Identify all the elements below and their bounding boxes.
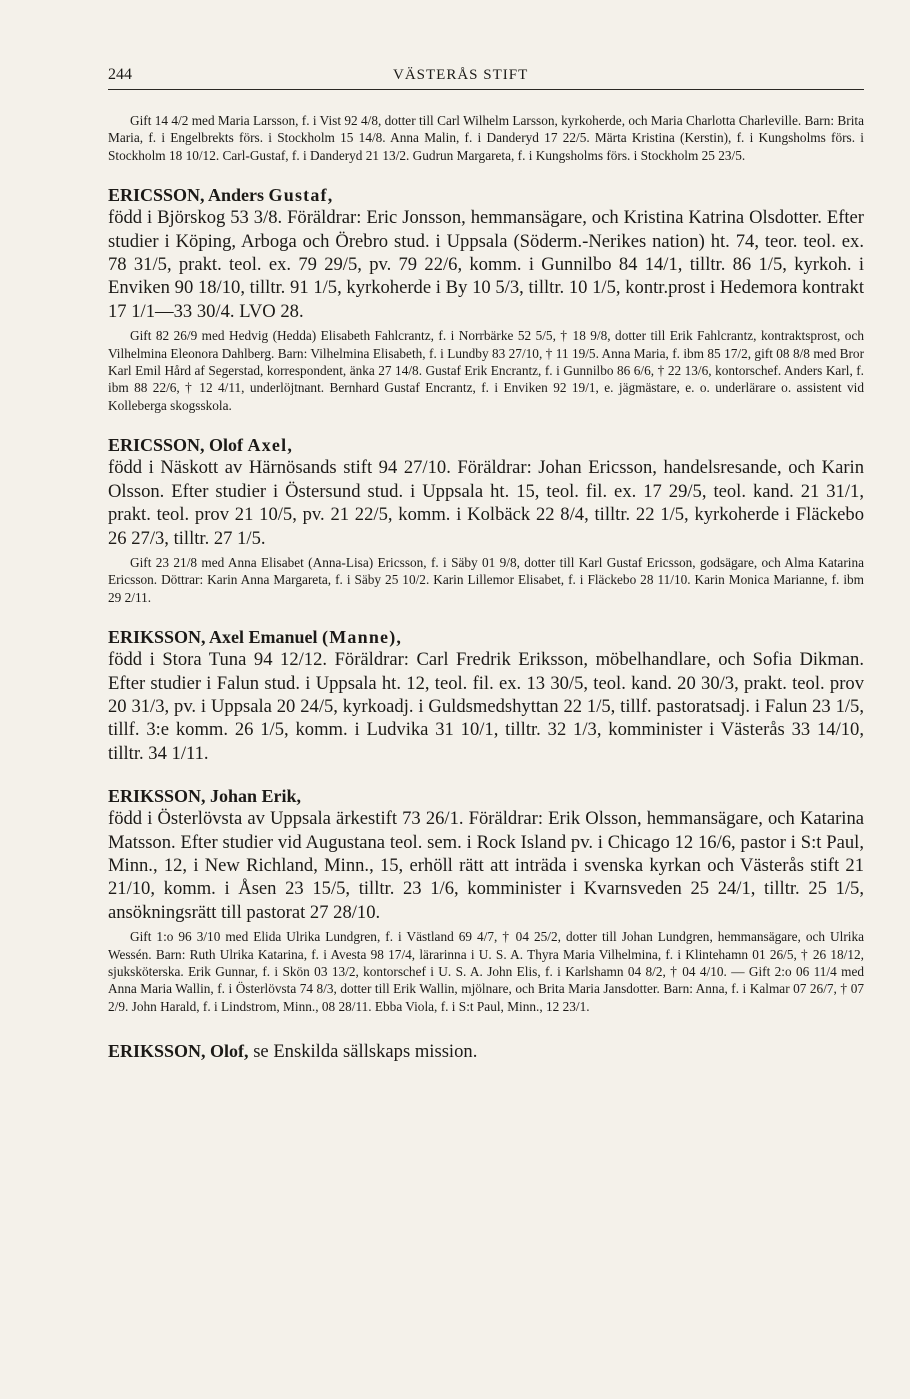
page-header	[108, 66, 864, 90]
entry-name: ERICSSON, Anders Gustaf,	[108, 185, 334, 206]
entry-eriksson-axel	[108, 626, 864, 765]
entry-bio: född i Näskott av Härnösands stift 94 27/10. Föräldrar: Johan Ericsson, handelsresande, och Karin Olsson. Efter studier i Östersund stud. i Uppsala ht. 15, teol. fil. ex. 17 29/5, teol. kand. 21 31/1, prakt. teol. prov 21 10/5, pv. 21 22/5, komm. i Kolbäck 22 8/4, tilltr. 22 1/5, kyrkoherde i Fläckebo 26 27/3, tilltr. 27 1/5.	[108, 457, 864, 549]
cross-reference: ERIKSSON, Olof, se Enskilda sällskaps mission.	[108, 1041, 478, 1063]
entry-name: ERICSSON, Olof Axel,	[108, 435, 294, 456]
entry-ericsson-olof	[108, 434, 864, 606]
entry-family: Gift 1:o 96 3/10 med Elida Ulrika Lundgren, f. i Västland 69 4/7, † 04 25/2, dotter till Johan Lundgren, hemmansägare, och Ulrika Wessén. Barn: Ruth Ulrika Katarina, f. i Avesta 98 17/4, lärarinna i U. S. A. Thyra Maria Vilhelmina, f. i Klintehamn 01 26/5, † 26 18/12, sjuksköterska. Erik Gunnar, f. i Skön 03 13/2, kontorschef i U. S. A. John Elis, f. i Karlshamn 04 8/2, † 04 4/10. — Gift 2:o 06 11/4 med Anna Maria Wallin, f. i Österlövsta 74 8/3, dotter till Erik Wallin, mjölnare, och Brita Maria Jansdotter. Barn: Anna, f. i Kalmar 07 26/7, † 07 2/9. John Harald, f. i Lindstrom, Minn., 08 28/11. Ebba Viola, f. i S:t Paul, Minn., 12 23/1.	[108, 929, 864, 1014]
entry-bio: född i Österlövsta av Uppsala ärkestift 73 26/1. Föräldrar: Erik Olsson, hemmansägare, och Katarina Matsson. Efter studier vid Augustana teol. sem. i Rock Island pv. i Chicago 12 16/6, pastor i S:t Paul, Minn., 12, i New Richland, Minn., 15, erhöll rätt att inträda i svenska kyrkan och Västerås stift 21 21/10, komm. i Åsen 23 15/5, tilltr. 23 1/6, komminister i Kvarnsveden 25 24/1, tilltr. 25 1/5, ansökningsrätt till pastorat 27 28/10.	[108, 808, 864, 923]
page-number: 244	[108, 66, 132, 83]
entry-name: ERIKSSON, Johan Erik,	[108, 786, 302, 807]
entry-bio: född i Stora Tuna 94 12/12. Föräldrar: Carl Fredrik Eriksson, möbelhandlare, och Sofia Dikman. Efter studier i Falun stud. i Uppsala ht. 12, teol. fil. ex. 13 30/5, teol. kand. 20 30/3, prakt. teol. prov 20 31/3, pv. i Uppsala 20 24/5, kyrkoadj. i Guldsmedshyttan 22 1/5, tillf. pastoratsadj. i Falun 23 1/5, tillf. 3:e komm. 26 1/5, komm. i Ludvika 31 10/1, tilltr. 32 1/3, komminister i Västerås 33 14/10, tilltr. 34 1/11.	[108, 649, 864, 764]
running-title: VÄSTERÅS STIFT	[393, 67, 529, 83]
entry-eriksson-johan	[108, 785, 864, 1015]
entry-ericsson-anders	[108, 184, 864, 414]
entry-family: Gift 23 21/8 med Anna Elisabet (Anna-Lisa) Ericsson, f. i Säby 01 9/8, dotter till Karl Gustaf Ericsson, godsägare, och Alma Katarina Ericsson. Döttrar: Karin Anna Margareta, f. i Säby 25 10/2. Karin Lillemor Elisabet, f. i Fläckebo 28 11/10. Karin Monica Marianne, f. ibm 29 2/11.	[108, 554, 864, 605]
page	[108, 58, 864, 1082]
entry-bio: född i Björskog 53 3/8. Föräldrar: Eric Jonsson, hemmansägare, och Kristina Katrina Olsdotter. Efter studier i Köping, Arboga och Örebro stud. i Uppsala (Söderm.-Nerikes nation) ht. 74, teor. teol. ex. 78 31/5, prakt. teol. ex. 79 29/5, pv. 79 22/6, komm. i Gunnilbo 84 14/1, tilltr. 86 1/5, kyrkoh. i Enviken 90 18/10, tilltr. 91 1/5, kyrkoherde i By 10 5/3, tilltr. 10 1/5, kontr.prost i Hedemora kontrakt 17 1/1—33 30/4. LVO 28.	[108, 207, 864, 322]
entry-name: ERIKSSON, Axel Emanuel (Manne),	[108, 627, 403, 648]
entry-family: Gift 82 26/9 med Hedvig (Hedda) Elisabeth Fahlcrantz, f. i Norrbärke 52 5/5, † 18 9/8, dotter till Erik Fahlcrantz, kontraktsprost, och Vilhelmina Eleonora Dahlberg. Barn: Vilhelmina Elisabeth, f. i Lundby 83 27/10, † 11 19/5. Anna Maria, f. ibm 85 17/2, gift 08 8/8 med Bror Karl Emil Hård af Segerstad, korrespondent, änka 27 14/8. Gustaf Erik Encrantz, f. i Gunnilbo 86 6/6, † 22 13/6, kontorschef. Anders Karl, f. ibm 88 22/6, † 12 4/11, underlöjtnant. Bernhard Gustaf Encrantz, f. i Enviken 92 19/1, e. jägmästare, e. o. underlärare o. assistent vid Kolleberga skogsskola.	[108, 328, 864, 413]
intro-paragraph: Gift 14 4/2 med Maria Larsson, f. i Vist 92 4/8, dotter till Carl Wilhelm Larsson, kyrkoherde, och Maria Charlotta Charleville. Barn: Brita Maria, f. i Engelbrekts förs. i Stockholm 15 14/8. Anna Malin, f. i Danderyd 17 22/5. Märta Kristina (Kerstin), f. i Kungsholms förs. i Stockholm 18 10/12. Carl-Gustaf, f. i Danderyd 21 13/2. Gudrun Margareta, f. i Kungsholms förs. i Stockholm 25 23/5.	[108, 113, 864, 163]
